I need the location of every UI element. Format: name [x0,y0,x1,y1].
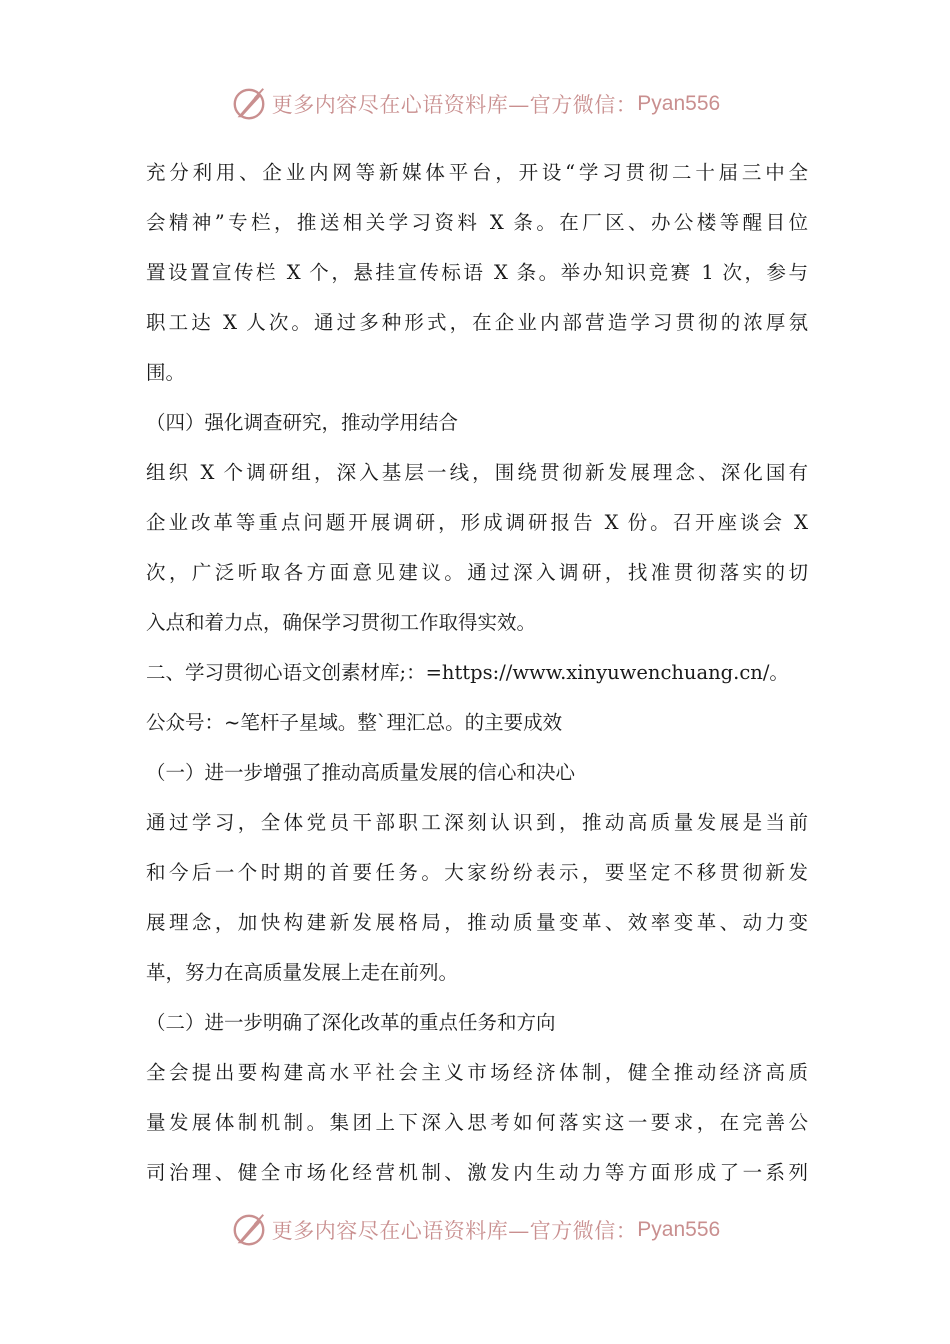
text-line: 置设置宣传栏 X 个，悬挂宣传标语 X 条。举办知识竞赛 1 次，参与 [146,261,808,284]
document-body [146,148,808,1198]
text-line: 组织 X 个调研组，深入基层一线，围绕贯彻新发展理念、深化国有 [146,461,808,484]
text-line: 职工达 X 人次。通过多种形式，在企业内部营造学习贯彻的浓厚氛 [146,311,808,334]
quill-logo-icon [230,1211,268,1249]
text-line: 企业改革等重点问题开展调研，形成调研报告 X 份。召开座谈会 X [146,511,808,534]
text-line: 次，广泛听取各方面意见建议。通过深入调研，找准贯彻落实的切 [146,561,808,584]
text-line: 量发展体制机制。集团上下深入思考如何落实这一要求，在完善公 [146,1111,808,1134]
text-line: 会精神”专栏，推送相关学习资料 X 条。在厂区、办公楼等醒目位 [146,211,808,234]
banner-text: 更多内容尽在心语资料库—官方微信： [271,93,638,117]
banner-text: 更多内容尽在心语资料库—官方微信： [271,1219,638,1243]
text-line: 和今后一个时期的首要任务。大家纷纷表示，要坚定不移贯彻新发 [146,861,808,884]
text-line: （四）强化调查研究，推动学用结合 [146,411,459,434]
text-line: 展理念，加快构建新发展格局，推动质量变革、效率变革、动力变 [146,911,808,934]
header-banner [0,82,950,126]
text-line: 通过学习，全体党员干部职工深刻认识到，推动高质量发展是当前 [146,811,808,834]
banner-wechat-id: Pyan556 [637,1218,721,1241]
text-line: 充分利用、企业内网等新媒体平台，开设“学习贯彻二十届三中全 [146,161,808,184]
text-line: 司治理、健全市场化经营机制、激发内生动力等方面形成了一系列 [146,1161,808,1184]
text-line: 围。 [146,361,186,384]
text-line: 革，努力在高质量发展上走在前列。 [146,961,459,984]
text-line: 公众号：~笔杆子星域。整`理汇总。的主要成效 [146,711,563,734]
footer-banner [0,1208,950,1252]
banner-wechat-id: Pyan556 [637,92,721,115]
text-line: 入点和着力点，确保学习贯彻工作取得实效。 [146,611,537,634]
text-line: （二）进一步明确了深化改革的重点任务和方向 [146,1011,556,1034]
quill-logo-icon [230,85,268,123]
text-line: （一）进一步增强了推动高质量发展的信心和决心 [146,761,576,784]
text-line: 二、学习贯彻心语文创素材库;：=https://www.xinyuwenchuang.cn/。 [146,661,789,684]
text-line: 全会提出要构建高水平社会主义市场经济体制，健全推动经济高质 [146,1061,808,1084]
